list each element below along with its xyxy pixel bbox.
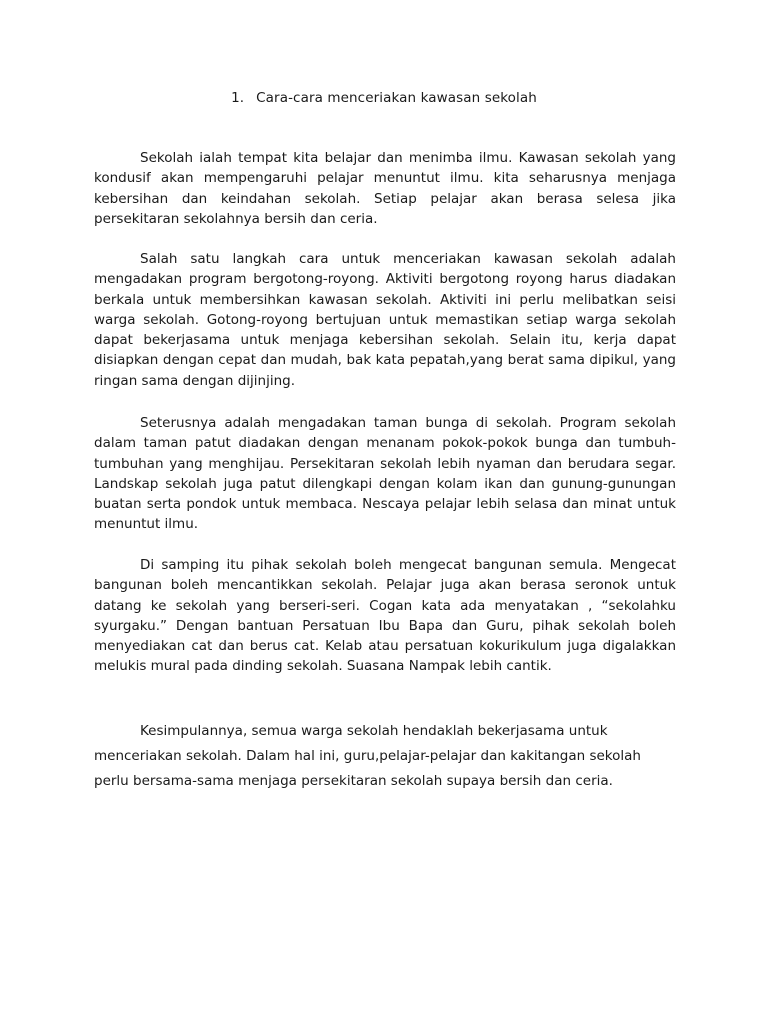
- paragraph-mengecat-bangunan: Di samping itu pihak sekolah boleh mengecat bangunan semula. Mengecat bangunan boleh mencantikkan sekolah. Pelajar juga akan berasa seronok untuk datang ke sekolah yang berseri-seri. Cogan kata ada menyatakan , “sekolahku syurgaku.” Dengan bantuan Persatuan Ibu Bapa dan Guru, pihak sekolah boleh menyediakan cat dan berus cat. Kelab atau persatuan kokurikulum juga digalakkan melukis mural pada dinding sekolah. Suasana Nampak lebih cantik.: [94, 557, 676, 675]
- heading-text: Cara-cara menceriakan kawasan sekolah: [256, 90, 537, 106]
- section-heading: [0, 90, 768, 106]
- paragraph-intro: Sekolah ialah tempat kita belajar dan menimba ilmu. Kawasan sekolah yang kondusif akan mempengaruhi pelajar menuntut ilmu. kita seharusnya menjaga kebersihan dan keindahan sekolah. Setiap pelajar akan berasa selesa jika persekitaran sekolahnya bersih dan ceria.: [94, 150, 676, 227]
- paragraph-kesimpulan: Kesimpulannya, semua warga sekolah hendaklah bekerjasama untuk menceriakan sekolah. Dalam hal ini, guru,pelajar-pelajar dan kakitangan sekolah perlu bersama-sama menjaga persekitaran sekolah supaya bersih dan ceria.: [94, 723, 641, 789]
- paragraph-gotong-royong: Salah satu langkah cara untuk menceriakan kawasan sekolah adalah mengadakan program bergotong-royong. Aktiviti bergotong royong harus diadakan berkala untuk membersihkan kawasan sekolah. Aktiviti ini perlu melibatkan seisi warga sekolah. Gotong-royong bertujuan untuk memastikan setiap warga sekolah dapat bekerjasama untuk menjaga kebersihan sekolah. Selain itu, kerja dapat disiapkan dengan cepat dan mudah, bak kata pepatah,yang berat sama dipikul, yang ringan sama dengan dijinjing.: [94, 251, 676, 389]
- heading-number: 1.: [231, 90, 245, 106]
- paragraph-taman-bunga: Seterusnya adalah mengadakan taman bunga di sekolah. Program sekolah dalam taman patut diadakan dengan menanam pokok-pokok bunga dan tumbuh-tumbuhan yang menghijau. Persekitaran sekolah lebih nyaman dan berudara segar. Landskap sekolah juga patut dilengkapi dengan kolam ikan dan gunung-gunungan buatan serta pondok untuk membaca. Nescaya pelajar lebih selasa dan minat untuk menuntut ilmu.: [94, 415, 676, 533]
